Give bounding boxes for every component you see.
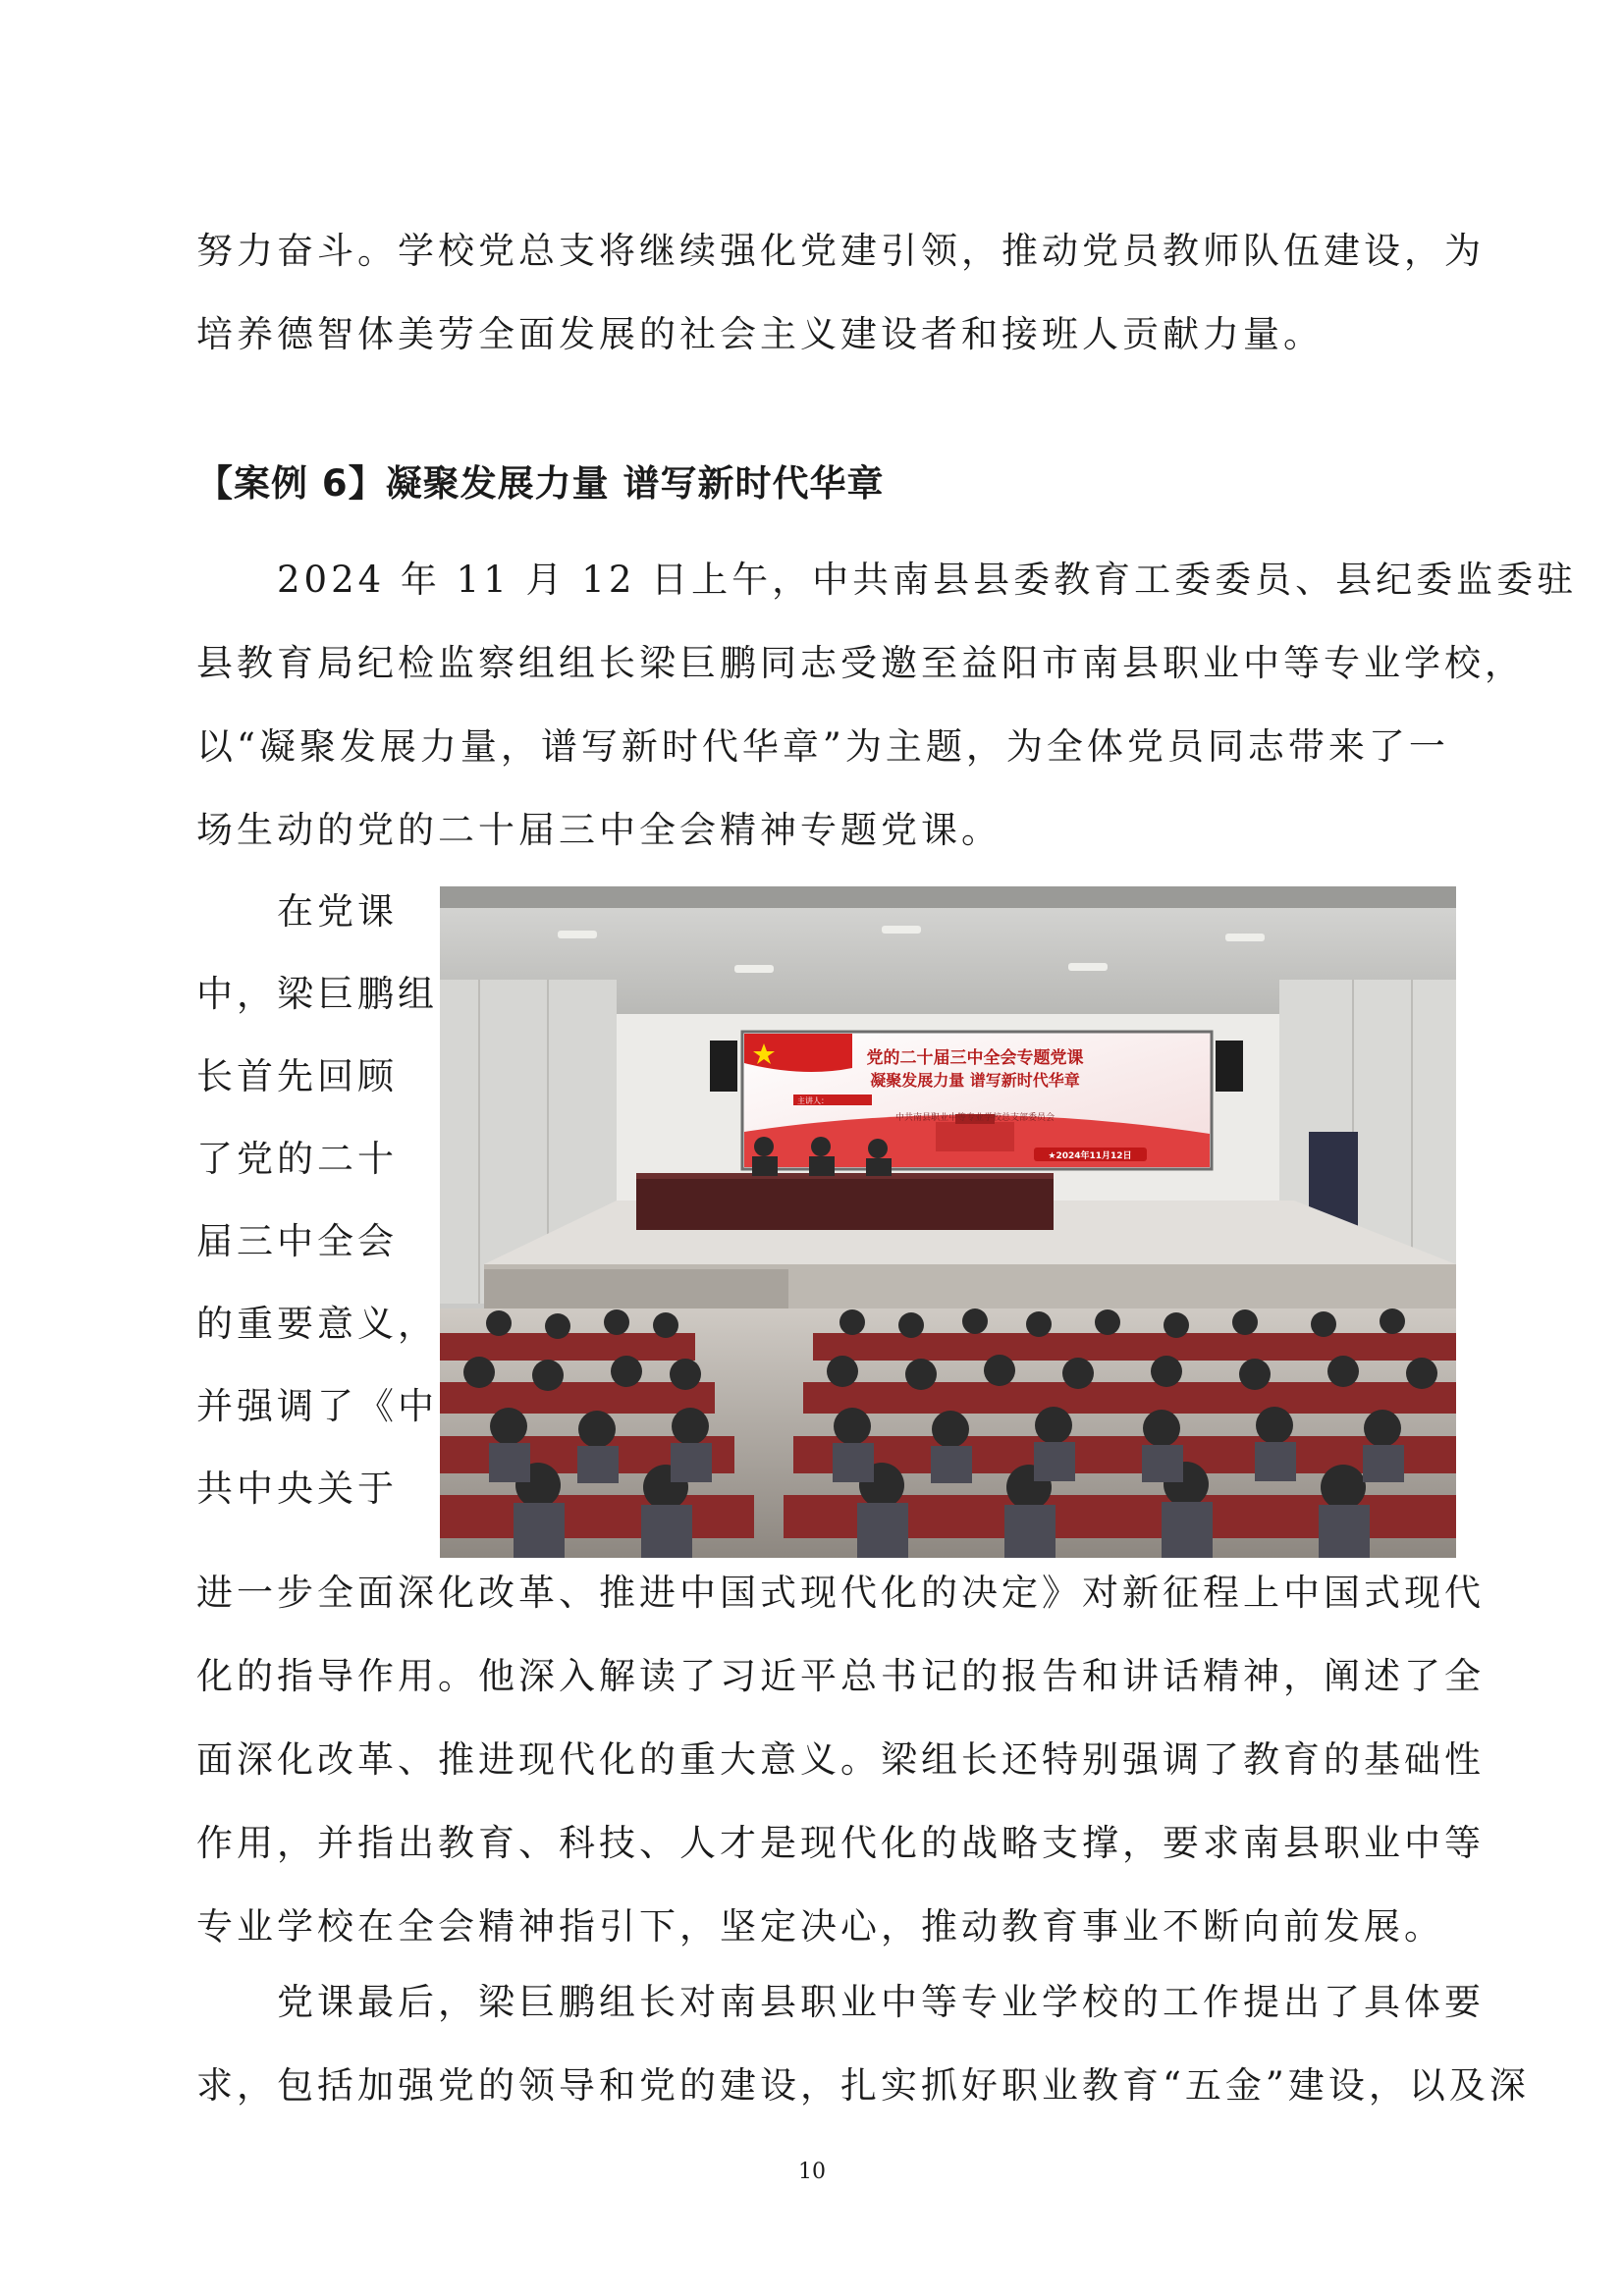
text-line: 的重要意义， [196,1303,438,1345]
text-line: 县教育局纪检监察组组长梁巨鹏同志受邀至益阳市南县职业中等专业学校， [196,642,1525,684]
screen-speaker: 主讲人： [797,1096,829,1105]
page-number: 10 [798,2160,826,2184]
text-line: 进一步全面深化改革、推进中国式现代化的决定》对新征程上中国式现代 [196,1572,1485,1614]
text-line: 中，梁巨鹏组 [196,973,438,1015]
screen-org: 中共南县职业中等专业学校总支部委员会 [894,1113,1056,1123]
text-line: 化的指导作用。他深入解读了习近平总书记的报告和讲话精神，阐述了全 [196,1655,1485,1697]
case-paragraph-2-continued [196,1551,1485,1968]
case-paragraph-1 [196,538,1578,872]
text-line: 在党课 [196,890,398,933]
text-line: 培养德智体美劳全面发展的社会主义建设者和接班人贡献力量。 [196,313,1324,355]
text-line: 努力奋斗。学校党总支将继续强化党建引领，推动党员教师队伍建设，为 [196,230,1485,272]
screen-date: ★2024年11月12日 [1048,1151,1132,1161]
text-line: 作用，并指出教育、科技、人才是现代化的战略支撑，要求南县职业中等 [196,1822,1485,1864]
meeting-photo [440,886,1456,1558]
text-line: 长首先回顾 [196,1055,398,1097]
text-line: 专业学校在全会精神指引下，坚定决心，推动教育事业不断向前发展。 [196,1905,1444,1948]
text-line: 党课最后，梁巨鹏组长对南县职业中等专业学校的工作提出了具体要 [196,1981,1485,2023]
text-line: 以“凝聚发展力量，谱写新时代华章”为主题，为全体党员同志带来了一 [196,725,1449,768]
text-line: 面深化改革、推进现代化的重大意义。梁组长还特别强调了教育的基础性 [196,1738,1485,1781]
text-line: 场生动的党的二十届三中全会精神专题党课。 [196,809,1001,851]
screen-subtitle: 凝聚发展力量 谱写新时代华章 [870,1071,1080,1090]
text-line: 了党的二十 [196,1138,398,1180]
case-heading: 【案例 6】凝聚发展力量 谱写新时代华章 [196,462,885,505]
intro-paragraph [196,209,1485,376]
text-line: 求，包括加强党的领导和党的建设，扎实抓好职业教育“五金”建设，以及深 [196,2064,1530,2107]
case-paragraph-2-wrap [196,871,438,1530]
case-paragraph-3 [196,1960,1530,2127]
text-line: 2024 年 11 月 12 日上午，中共南县县委教育工委委员、县纪委监委驻 [196,559,1578,601]
text-line: 并强调了《中 [196,1385,438,1427]
text-line: 届三中全会 [196,1220,398,1262]
screen-title: 党的二十届三中全会专题党课 [866,1048,1084,1068]
text-line: 共中央关于 [196,1468,398,1510]
